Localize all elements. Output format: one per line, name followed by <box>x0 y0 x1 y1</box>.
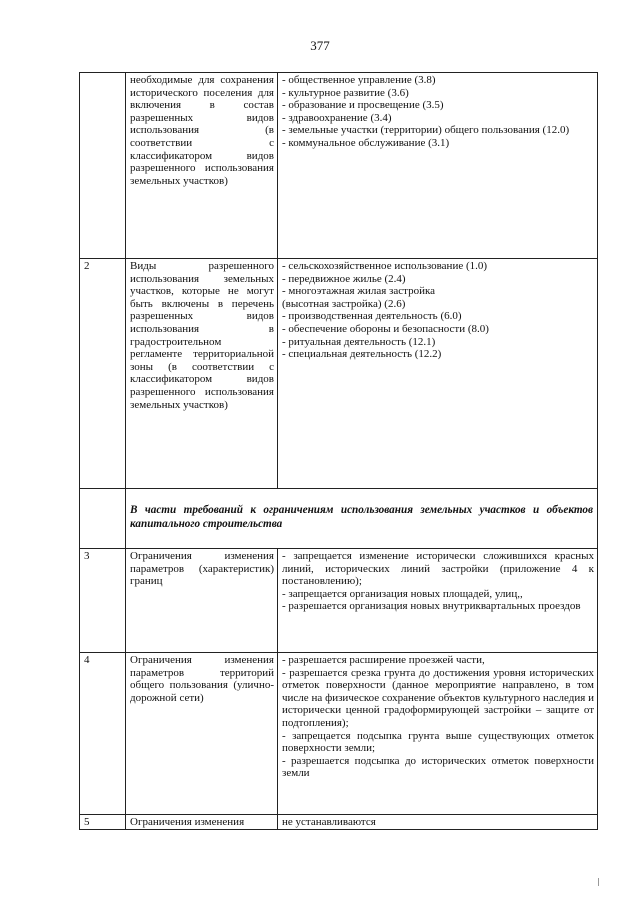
list-item: - специальная деятельность (12.2) <box>282 348 442 361</box>
list-item: - производственная деятельность (6.0) <box>282 310 462 323</box>
list-item: - разрешается организация новых внутриквартальных проездов <box>282 600 581 613</box>
row-name: необходимые для сохранения исторического поселения для включения в состав разрешенных видов использования (в соответствии с классификатором видов разрешенного использования земельных участков) <box>126 73 278 259</box>
list-item: - земельные участки (территории) общего пользования (12.0) <box>282 124 570 137</box>
list-item: не устанавливаются <box>282 816 376 828</box>
row-name: Виды разрешенного использования земельных участков, которые не могут быть включены в перечень разрешенных видов использования в градостроительном регламенте территориальной зоны (в соответствии с классификатором видов разрешенного использования земельных участков) <box>126 259 278 489</box>
row-values <box>278 815 598 830</box>
list-item: - культурное развитие (3.6) <box>282 86 409 99</box>
table-row <box>80 549 598 653</box>
list-item: - разрешается срезка грунта до достижения уровня исторических отметок поверхности (данное мероприятие направлено, в том числе на физическое сохранение объектов культурного наследия и исторически ценной градоформирующей застройки – защите от подтопления); <box>282 666 594 729</box>
section-number <box>80 489 126 549</box>
list-item: - многоэтажная жилая застройка <box>282 285 436 298</box>
list-item: - сельскохозяйственное использование (1.0) <box>282 260 488 272</box>
list-item: - ритуальная деятельность (12.1) <box>282 335 436 348</box>
section-row <box>80 489 598 549</box>
table-row <box>80 259 598 489</box>
row-values <box>278 259 598 489</box>
table-row <box>80 73 598 259</box>
row-values <box>278 73 598 259</box>
list-item: - здравоохранение (3.4) <box>282 111 392 124</box>
list-item: (высотная застройка) (2.6) <box>282 297 406 310</box>
row-number: 4 <box>80 653 126 815</box>
row-name: Ограничения изменения параметров территорий общего пользования (улично-дорожной сети) <box>126 653 278 815</box>
row-name: Ограничения изменения параметров (характеристик) границ <box>126 549 278 653</box>
table-row <box>80 653 598 815</box>
page-number: 377 <box>310 38 330 53</box>
list-item: - обеспечение обороны и безопасности (8.0) <box>282 322 489 335</box>
list-item: - запрещается организация новых площадей, улиц,, <box>282 587 523 600</box>
row-number <box>80 73 126 259</box>
section-heading: В части требований к ограничениям использования земельных участков и объектов капитального строительства <box>126 489 598 549</box>
row-number: 3 <box>80 549 126 653</box>
regulations-table <box>79 72 598 830</box>
row-number: 2 <box>80 259 126 489</box>
list-item: - разрешается подсыпка до исторических отметок поверхности земли <box>282 754 594 780</box>
list-item: - коммунальное обслуживание (3.1) <box>282 136 450 149</box>
list-item: - разрешается расширение проезжей части, <box>282 654 485 666</box>
row-number: 5 <box>80 815 126 830</box>
margin-mark <box>598 878 599 886</box>
list-item: - общественное управление (3.8) <box>282 74 436 86</box>
row-name: Ограничения изменения <box>126 815 278 830</box>
list-item: - передвижное жилье (2.4) <box>282 272 406 285</box>
list-item: - образование и просвещение (3.5) <box>282 99 444 112</box>
list-item: - запрещается изменение исторически сложившихся красных линий, исторических линий застройки (приложение 4 к постановлению); <box>282 550 594 588</box>
row-values <box>278 549 598 653</box>
list-item: - запрещается подсыпка грунта выше существующих отметок поверхности земли; <box>282 729 594 755</box>
row-values <box>278 653 598 815</box>
table-row <box>80 815 598 830</box>
